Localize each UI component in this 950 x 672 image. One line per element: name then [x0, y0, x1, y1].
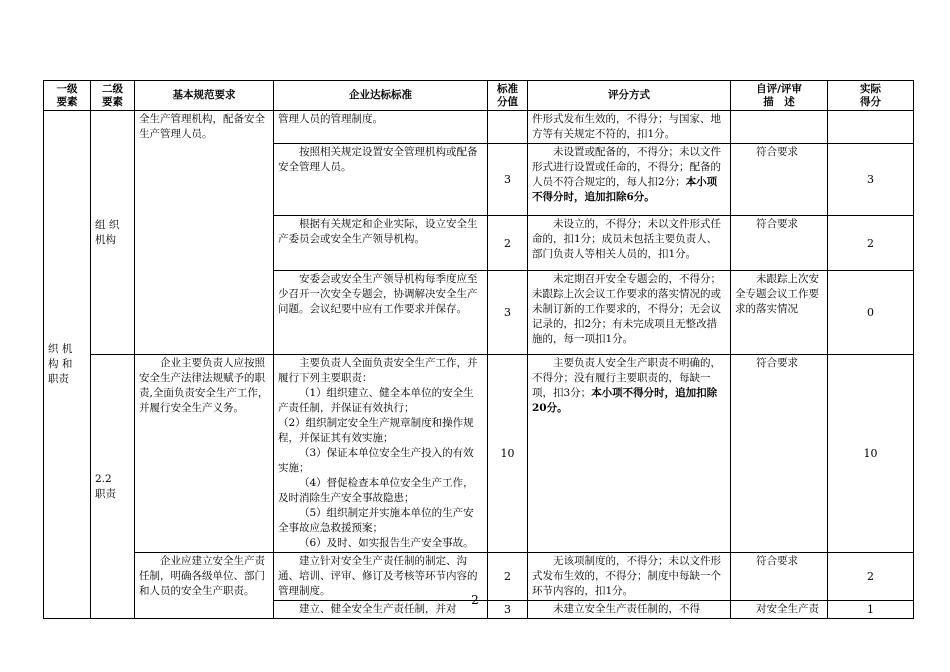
level2-org-cell: 组 织 机构: [91, 111, 135, 355]
standard-cell: 管理人员的管理制度。: [274, 111, 488, 144]
standard-cell: 按照相关规定设置安全管理机构或配备安全管理人员。: [274, 144, 488, 216]
self-review-cell: 符合要求: [731, 355, 828, 553]
actual-cell: 2: [828, 216, 914, 271]
evaluation-table: [43, 80, 914, 619]
self-review-cell: [731, 111, 828, 144]
actual-cell: 2: [828, 553, 914, 601]
actual-cell: 3: [828, 144, 914, 216]
score-cell: 3: [488, 601, 528, 619]
method-cell: 未建立安全生产责任制的，不得: [528, 601, 731, 619]
self-review-cell: 未跟踪上次安全专题会议工作要求的落实情况: [731, 271, 828, 355]
method-cell: 未设立的，不得分；未以文件形式任命的，扣1分；成员未包括主要负责人、部门负责人等相关人员的，扣1分。: [528, 216, 731, 271]
score-cell: 2: [488, 553, 528, 601]
self-review-cell: 对安全生产责: [731, 601, 828, 619]
page-number: — 2 —: [455, 593, 495, 607]
table-row: [44, 111, 914, 144]
header-standard: 企业达标标准: [274, 81, 488, 111]
method-cell: 件形式发布生效的，不得分；与国家、地方等有关规定不符的，扣1分。: [528, 111, 731, 144]
standard-cell: 根据有关规定和企业实际，设立安全生产委员会或安全生产领导机构。: [274, 216, 488, 271]
header-level2: 二级 要素: [91, 81, 135, 111]
header-level1: 一级 要素: [44, 81, 91, 111]
method-cell: 未定期召开安全专题会的，不得分；未跟踪上次会议工作要求的落实情况的或未制订新的工作要求的，不得分；无会议记录的，扣2分；有未完成项且无整改措施的，每一项扣1分。: [528, 271, 731, 355]
requirement-duty-1: 企业主要负责人应按照安全生产法律法规赋予的职责,全面负责安全生产工作，并履行安全生产义务。: [135, 355, 274, 553]
standard-cell: 建立针对安全生产责任制的制定、沟通、培训、评审、修订及考核等环节内容的管理制度。: [274, 553, 488, 601]
self-review-cell: 符合要求: [731, 216, 828, 271]
actual-cell: 10: [828, 355, 914, 553]
score-cell: [488, 111, 528, 144]
header-actual: 实际 得分: [828, 81, 914, 111]
actual-cell: 0: [828, 271, 914, 355]
score-cell: 10: [488, 355, 528, 553]
actual-cell: [828, 111, 914, 144]
score-cell: 2: [488, 216, 528, 271]
standard-cell: 建立、健全安全生产责任制，并对: [274, 601, 488, 619]
method-cell: 无该项制度的，不得分；未以文件形式发布生效的，不得分；制度中每缺一个环节内容的，扣1分。: [528, 553, 731, 601]
method-cell: 主要负责人安全生产职责不明确的，不得分；没有履行主要职责的，每缺一项，扣3分；本小项不得分时，追加扣除20分。: [528, 355, 731, 553]
table-row: [44, 355, 914, 553]
header-method: 评分方式: [528, 81, 731, 111]
standard-cell: 主要负责人全面负责安全生产工作，并履行下列主要职责： （1）组织建立、健全本单位的安全生产责任制，并保证有效执行； （2）组织制定安全生产规章制度和操作规程，并保证其有效实施； （3）保证本单位安全生产投入的有效实施； （4）督促检查本单位安全生产工作，及时消除生产安全事故隐患； （5）组织制定并实施本单位的生产安全事故应急救援预案； （6）及时、如实报告生产安全事故。: [274, 355, 488, 553]
standard-cell: 安委会或安全生产领导机构每季度应至少召开一次安全专题会，协调解决安全生产问题。会议纪要中应有工作要求并保存。: [274, 271, 488, 355]
self-review-cell: 符合要求: [731, 553, 828, 601]
header-row: [44, 81, 914, 111]
requirement-duty-2: 企业应建立安全生产责任制，明确各级单位、部门和人员的安全生产职责。: [135, 553, 274, 619]
method-cell: 未设置或配备的，不得分；未以文件形式进行设置或任命的，不得分；配备的人员不符合规定的，每人扣2分；本小项不得分时，追加扣除6分。: [528, 144, 731, 216]
self-review-cell: 符合要求: [731, 144, 828, 216]
requirement-org: 全生产管理机构，配备安全生产管理人员。: [135, 111, 274, 355]
actual-cell: 1: [828, 601, 914, 619]
score-cell: 3: [488, 271, 528, 355]
level1-cell: 织 机 构 和 职责: [44, 111, 91, 619]
header-self-review: 自评/评审 描 述: [731, 81, 828, 111]
header-requirement: 基本规范要求: [135, 81, 274, 111]
level2-duty-cell: 2.2 职责: [91, 355, 135, 619]
header-score: 标准 分值: [488, 81, 528, 111]
score-cell: 3: [488, 144, 528, 216]
